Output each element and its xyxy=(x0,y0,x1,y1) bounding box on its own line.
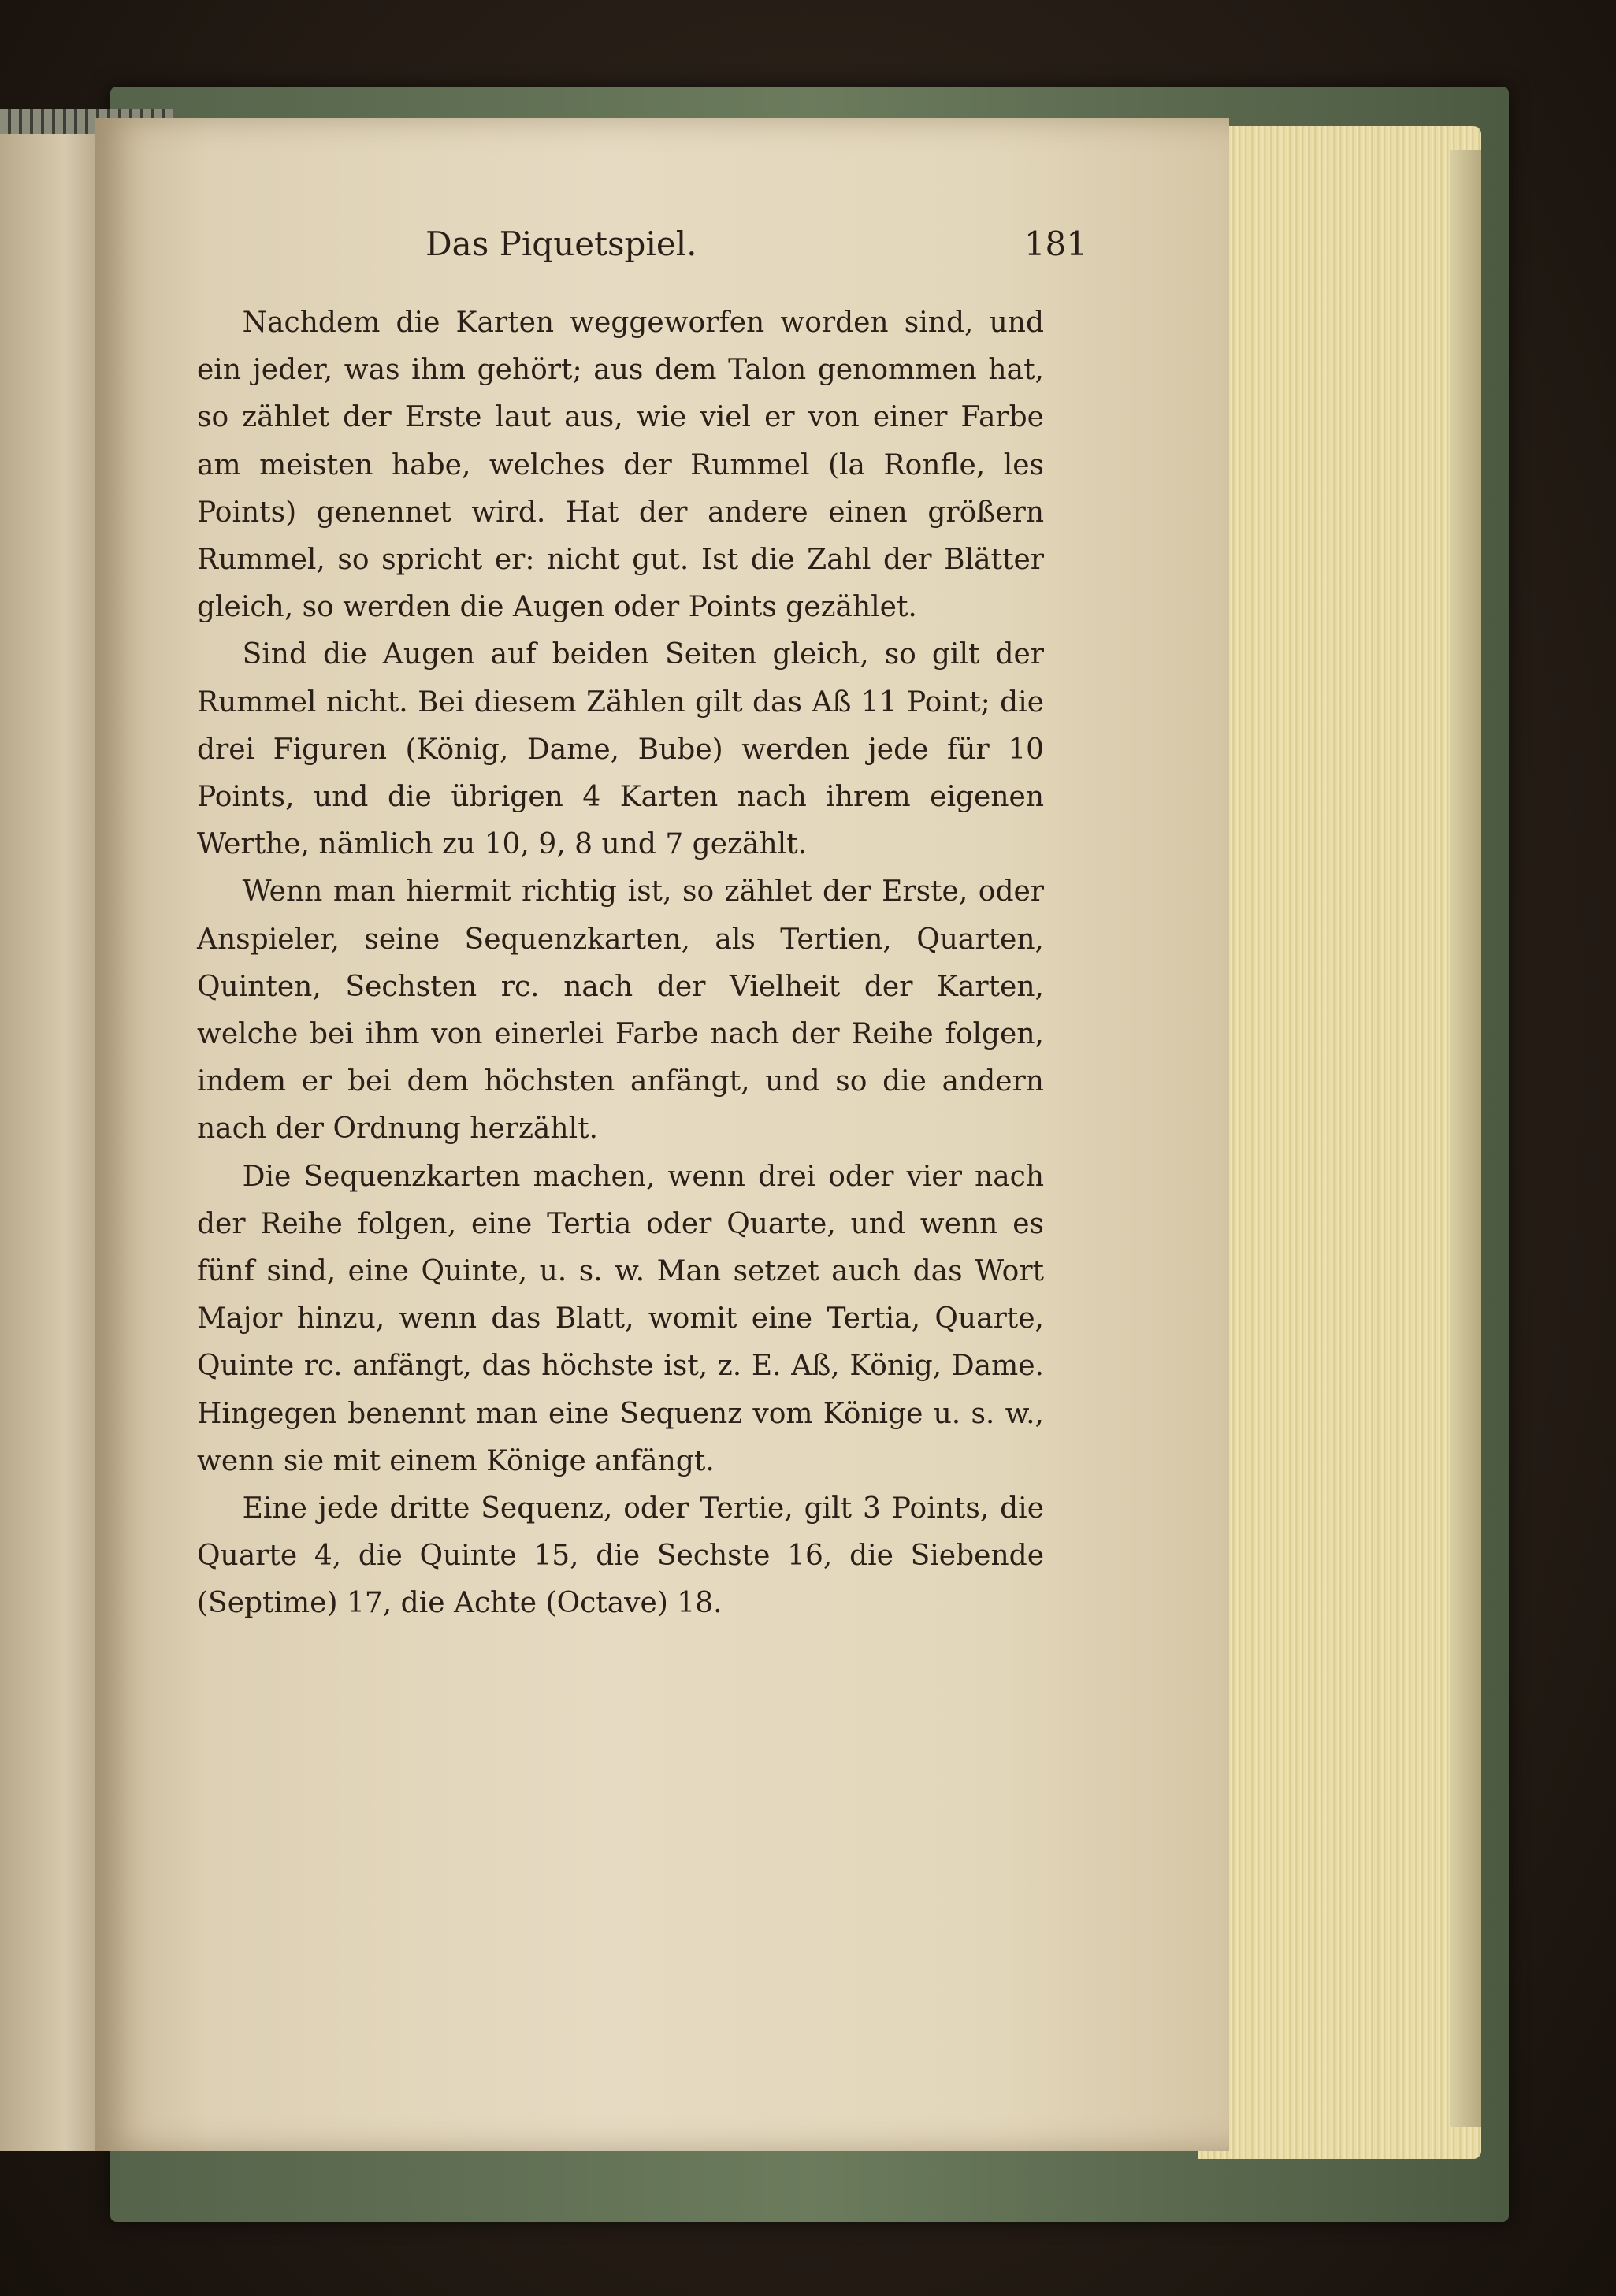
page-block-edge xyxy=(1198,126,1481,2159)
paragraph: Wenn man hiermit richtig ist, so zählet der Erste, oder Anspieler, seine Sequenzkarten, als Tertien, Quarten, Quinten, Sechsten rc. nach der Vielheit der Karten, welche bei ihm von einerlei Farbe nach der Reihe folgen, indem er bei dem höchsten anfängt, und so die andern nach der Ordnung herzählt. xyxy=(197,875,1044,1146)
paragraph: Sind die Augen auf beiden Seiten gleich, so gilt der Rummel nicht. Bei diesem Zählen gilt das Aß 11 Point; die drei Figuren (König, Dame, Bube) werden jede für 10 Points, und die übrigen 4 Karten nach ihrem eigenen Werthe, nämlich zu 10, 9, 8 und 7 gezählt. xyxy=(197,638,1044,861)
page-header xyxy=(331,225,1087,280)
page-block-outer-edge xyxy=(1450,150,1481,2127)
body-text xyxy=(197,299,1044,1628)
paragraph: Nachdem die Karten weggeworfen worden sind, und ein jeder, was ihm gehört; aus dem Talon genommen hat, so zählet der Erste laut aus, wie viel er von einer Farbe am meisten habe, welches der Rummel (la Ronfle, les Points) genennet wird. Hat der andere einen größern Rummel, so spricht er: nicht gut. Ist die Zahl der Blätter gleich, so werden die Augen oder Points gezählet. xyxy=(197,307,1044,624)
paragraph: Die Sequenzkarten machen, wenn drei oder vier nach der Reihe folgen, eine Tertia oder Quarte, und wenn es fünf sind, eine Quinte, u. s. w. Man setzet auch das Wort Major hinzu, wenn das Blatt, womit eine Tertia, Quarte, Quinte rc. anfängt, das höchste ist, z. E. Aß, König, Dame. Hingegen benennt man eine Sequenz vom Könige u. s. w., wenn sie mit einem Könige anfängt. xyxy=(197,1160,1044,1477)
running-title: Das Piquetspiel. xyxy=(425,225,697,263)
paragraph: Eine jede dritte Sequenz, oder Tertie, gilt 3 Points, die Quarte 4, die Quinte 15, die Sechste 16, die Siebende (Septime) 17, die Achte (Octave) 18. xyxy=(197,1492,1044,1620)
page-number: 181 xyxy=(1023,225,1087,263)
